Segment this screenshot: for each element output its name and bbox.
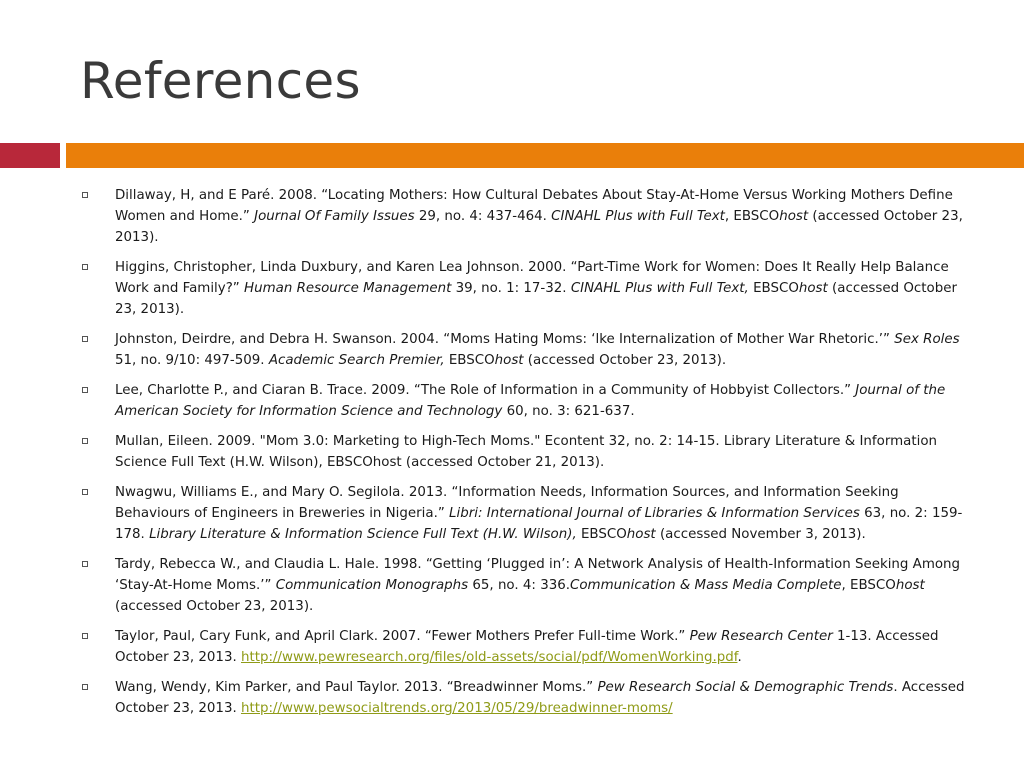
reference-item — [80, 431, 975, 473]
reference-italic-text: host — [895, 578, 925, 593]
reference-link[interactable]: http://www.pewresearch.org/files/old-assets/social/pdf/WomenWorking.pdf — [241, 650, 738, 665]
square-bullet-icon — [82, 387, 88, 393]
reference-item — [80, 185, 975, 248]
square-bullet-icon — [82, 489, 88, 495]
reference-italic-text: Libri: International Journal of Libraries & Information Services — [449, 506, 860, 521]
reference-italic-text: host — [626, 527, 656, 542]
reference-italic-text: Communication & Mass Media Complete — [570, 578, 842, 593]
reference-italic-text: host — [494, 353, 524, 368]
page-title: References — [80, 52, 361, 110]
reference-italic-text: Library Literature & Information Science Full Text (H.W. Wilson), — [149, 527, 577, 542]
reference-text: (accessed October 23, 2013). — [115, 209, 963, 245]
reference-text: (accessed October 23, 2013). — [523, 353, 727, 368]
reference-link[interactable]: http://www.pewsocialtrends.org/2013/05/29/breadwinner-moms/ — [241, 701, 673, 716]
reference-italic-text: CINAHL Plus with Full Text, — [570, 281, 749, 296]
reference-text: 39, no. 1: 17-32. — [451, 281, 571, 296]
reference-text: , EBSCO — [841, 578, 896, 593]
reference-text: . Accessed October 23, 2013. — [115, 680, 965, 716]
reference-text: (accessed October 23, 2013). — [115, 281, 957, 317]
reference-text: Taylor, Paul, Cary Funk, and April Clark. 2007. “Fewer Mothers Prefer Full-time Work.” — [115, 629, 690, 644]
reference-item — [80, 329, 975, 371]
reference-text: (accessed November 3, 2013). — [655, 527, 866, 542]
reference-text: 63, no. 2: 159-178. — [115, 506, 963, 542]
reference-italic-text: Pew Research Center — [689, 629, 833, 644]
square-bullet-icon — [82, 684, 88, 690]
reference-item — [80, 380, 975, 422]
reference-italic-text: host — [798, 281, 828, 296]
reference-text: 60, no. 3: 621-637. — [502, 404, 635, 419]
accent-bar-red — [0, 143, 60, 168]
reference-item — [80, 482, 975, 545]
reference-item — [80, 677, 975, 719]
square-bullet-icon — [82, 438, 88, 444]
square-bullet-icon — [82, 561, 88, 567]
reference-item — [80, 257, 975, 320]
reference-text: 29, no. 4: 437-464. — [414, 209, 552, 224]
reference-list — [80, 185, 975, 728]
square-bullet-icon — [82, 633, 88, 639]
reference-text: Mullan, Eileen. 2009. "Mom 3.0: Marketing to High-Tech Moms." Econtent 32, no. 2: 14-15. Library Literature & Information Science Full Text (H.W. Wilson), EBSCOhost (accessed October 21, 2013). — [115, 434, 937, 470]
reference-text: EBSCO — [576, 527, 627, 542]
reference-text: EBSCO — [748, 281, 799, 296]
square-bullet-icon — [82, 264, 88, 270]
reference-italic-text: Journal Of Family Issues — [254, 209, 415, 224]
reference-item — [80, 626, 975, 668]
reference-text: Higgins, Christopher, Linda Duxbury, and Karen Lea Johnson. 2000. “Part-Time Work for Women: Does It Really Help Balance Work and Family?” — [115, 260, 949, 296]
reference-italic-text: Communication Monographs — [275, 578, 469, 593]
reference-italic-text: Pew Research Social & Demographic Trends — [597, 680, 894, 695]
reference-text: Nwagwu, Williams E., and Mary O. Segilola. 2013. “Information Needs, Information Sources, and Information Seeking Behaviours of Engineers in Breweries in Nigeria.” — [115, 485, 899, 521]
reference-italic-text: CINAHL Plus with Full Text — [551, 209, 725, 224]
reference-text: Tardy, Rebecca W., and Claudia L. Hale. 1998. “Getting ‘Plugged in’: A Network Analysis of Health-Information Seeking Among ‘Stay-At-Home Moms.’” — [115, 557, 961, 593]
reference-text: 65, no. 4: 336. — [468, 578, 571, 593]
reference-italic-text: Academic Search Premier, — [268, 353, 445, 368]
reference-italic-text: Human Resource Management — [244, 281, 452, 296]
reference-italic-text: Journal of the American Society for Information Science and Technology — [115, 383, 946, 419]
reference-text: (accessed October 23, 2013). — [115, 599, 314, 614]
reference-text: 51, no. 9/10: 497-509. — [115, 353, 269, 368]
square-bullet-icon — [82, 192, 88, 198]
reference-text: Dillaway, H, and E Paré. 2008. “Locating Mothers: How Cultural Debates About Stay-At-Home Versus Working Mothers Define Women and Home.” — [115, 188, 953, 224]
reference-text: Johnston, Deirdre, and Debra H. Swanson. 2004. “Moms Hating Moms: ‘lke Internalization of Mother War Rhetoric.’” — [115, 332, 895, 347]
accent-bar-orange — [66, 143, 1024, 168]
reference-text: . — [737, 650, 742, 665]
reference-italic-text: host — [779, 209, 809, 224]
reference-text: Wang, Wendy, Kim Parker, and Paul Taylor. 2013. “Breadwinner Moms.” — [115, 680, 598, 695]
reference-text: EBSCO — [444, 353, 495, 368]
reference-text: 1-13. Accessed October 23, 2013. — [115, 629, 939, 665]
reference-text: , EBSCO — [724, 209, 780, 224]
square-bullet-icon — [82, 336, 88, 342]
reference-italic-text: Sex Roles — [894, 332, 960, 347]
reference-text: Lee, Charlotte P., and Ciaran B. Trace. 2009. “The Role of Information in a Community of Hobbyist Collectors.” — [115, 383, 856, 398]
reference-item — [80, 554, 975, 617]
